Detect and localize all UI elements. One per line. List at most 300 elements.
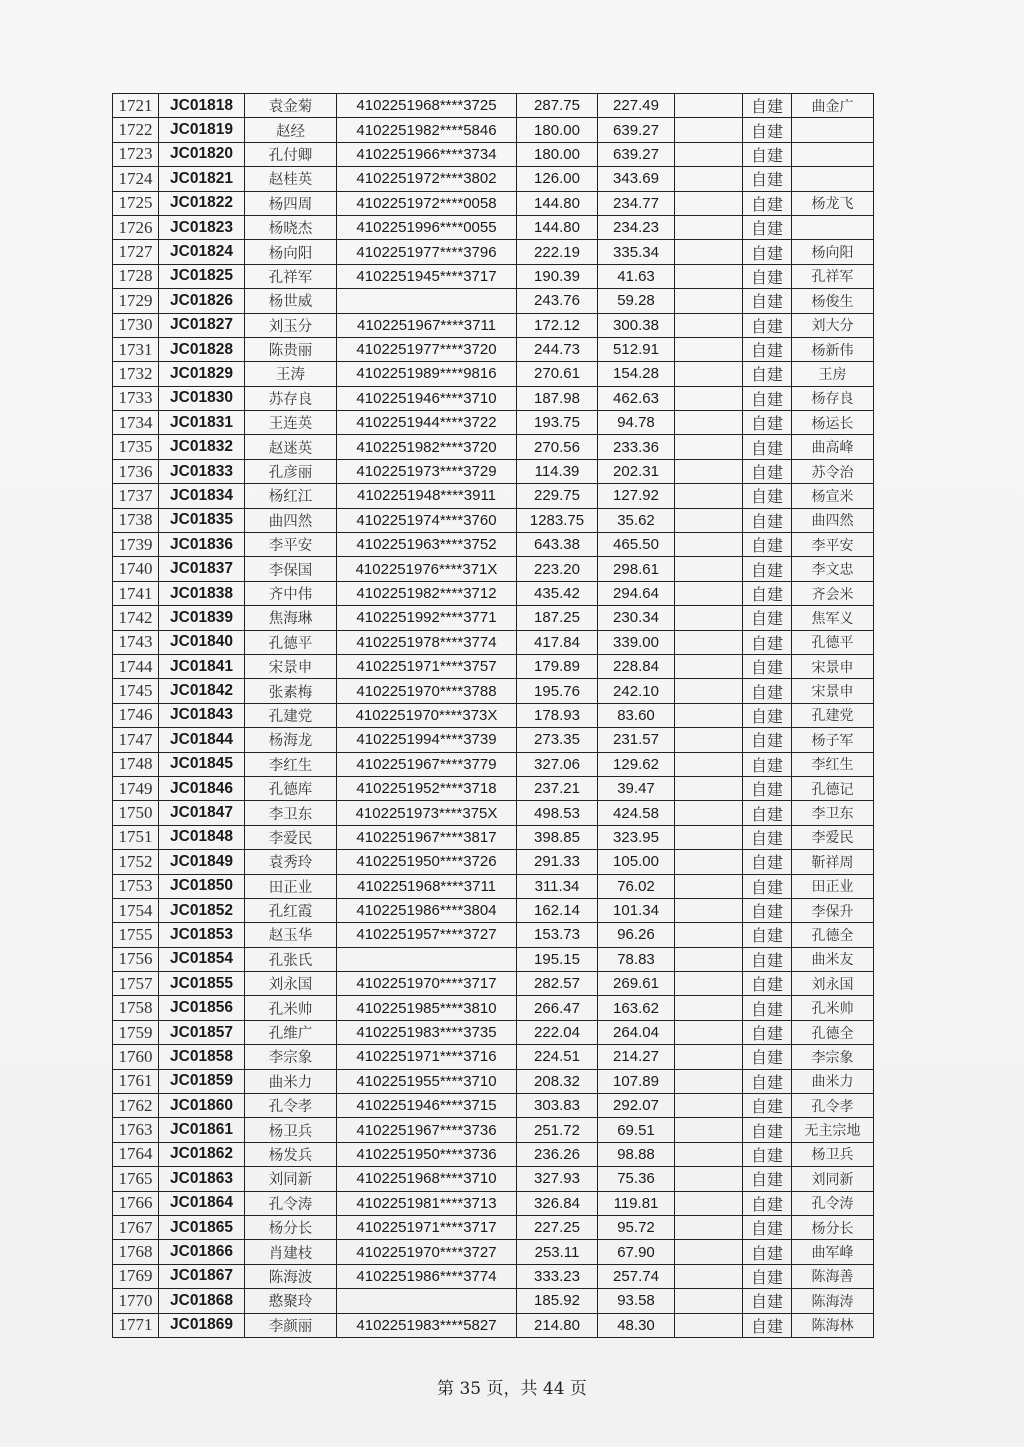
name-cell: 杨向阳 [245,240,337,264]
table-row [113,996,874,1020]
area-2-cell: 639.27 [598,118,675,142]
area-2-cell: 339.00 [598,630,675,654]
id-number-cell: 4102251971****3717 [337,1215,517,1239]
parcel-code-cell: JC01838 [159,581,245,605]
owner-cell: 孔祥军 [792,264,874,288]
id-number-cell: 4102251977****3720 [337,337,517,361]
owner-cell [792,215,874,239]
build-type-cell: 自建 [743,581,792,605]
build-type-cell: 自建 [743,679,792,703]
name-cell: 陈贵丽 [245,337,337,361]
row-number-cell: 1761 [113,1069,159,1093]
row-number-cell: 1762 [113,1094,159,1118]
area-2-cell: 231.57 [598,728,675,752]
area-1-cell: 190.39 [517,264,598,288]
owner-cell: 杨存良 [792,386,874,410]
area-2-cell: 227.49 [598,94,675,118]
parcel-code-cell: JC01863 [159,1167,245,1191]
build-type-cell: 自建 [743,167,792,191]
id-number-cell: 4102251971****3716 [337,1045,517,1069]
owner-cell: 孔德全 [792,923,874,947]
empty-cell [675,1313,743,1337]
row-number-cell: 1769 [113,1264,159,1288]
area-2-cell: 119.81 [598,1191,675,1215]
empty-cell [675,1215,743,1239]
row-number-cell: 1755 [113,923,159,947]
area-1-cell: 214.80 [517,1313,598,1337]
id-number-cell: 4102251967****3779 [337,752,517,776]
name-cell: 孔红霞 [245,898,337,922]
empty-cell [675,142,743,166]
id-number-cell: 4102251977****3796 [337,240,517,264]
row-number-cell: 1736 [113,459,159,483]
parcel-code-cell: JC01844 [159,728,245,752]
build-type-cell: 自建 [743,435,792,459]
owner-cell: 孔德记 [792,776,874,800]
parcel-code-cell: JC01845 [159,752,245,776]
table-row [113,484,874,508]
owner-cell: 李保升 [792,898,874,922]
empty-cell [675,337,743,361]
parcel-code-cell: JC01865 [159,1215,245,1239]
name-cell: 孔维广 [245,1020,337,1044]
parcel-code-cell: JC01819 [159,118,245,142]
empty-cell [675,703,743,727]
id-number-cell: 4102251967****3711 [337,313,517,337]
owner-cell: 杨子军 [792,728,874,752]
table-row [113,874,874,898]
area-1-cell: 153.73 [517,923,598,947]
area-2-cell: 93.58 [598,1289,675,1313]
empty-cell [675,776,743,800]
owner-cell: 王房 [792,362,874,386]
area-2-cell: 228.84 [598,654,675,678]
parcel-code-cell: JC01853 [159,923,245,947]
parcel-code-cell: JC01868 [159,1289,245,1313]
parcel-code-cell: JC01825 [159,264,245,288]
build-type-cell: 自建 [743,1045,792,1069]
empty-cell [675,459,743,483]
area-1-cell: 187.98 [517,386,598,410]
name-cell: 杨分长 [245,1215,337,1239]
empty-cell [675,898,743,922]
row-number-cell: 1731 [113,337,159,361]
id-number-cell: 4102251970****373X [337,703,517,727]
parcel-code-cell: JC01823 [159,215,245,239]
table-row [113,118,874,142]
build-type-cell: 自建 [743,1167,792,1191]
id-number-cell: 4102251972****0058 [337,191,517,215]
parcel-code-cell: JC01837 [159,557,245,581]
empty-cell [675,191,743,215]
row-number-cell: 1729 [113,289,159,313]
owner-cell: 曲米友 [792,947,874,971]
name-cell: 李宗象 [245,1045,337,1069]
empty-cell [675,362,743,386]
empty-cell [675,264,743,288]
table-row [113,606,874,630]
empty-cell [675,313,743,337]
row-number-cell: 1760 [113,1045,159,1069]
table-row [113,386,874,410]
parcel-code-cell: JC01830 [159,386,245,410]
build-type-cell: 自建 [743,1020,792,1044]
area-2-cell: 129.62 [598,752,675,776]
owner-cell: 曲军峰 [792,1240,874,1264]
name-cell: 杨晓杰 [245,215,337,239]
parcel-code-cell: JC01869 [159,1313,245,1337]
build-type-cell: 自建 [743,557,792,581]
build-type-cell: 自建 [743,850,792,874]
owner-cell [792,142,874,166]
owner-cell: 刘永国 [792,972,874,996]
id-number-cell: 4102251968****3710 [337,1167,517,1191]
area-2-cell: 41.63 [598,264,675,288]
empty-cell [675,1240,743,1264]
empty-cell [675,289,743,313]
table-row [113,1045,874,1069]
id-number-cell: 4102251952****3718 [337,776,517,800]
table-row [113,508,874,532]
parcel-code-cell: JC01860 [159,1094,245,1118]
table-row [113,191,874,215]
row-number-cell: 1745 [113,679,159,703]
table-row [113,1142,874,1166]
owner-cell: 孔令孝 [792,1094,874,1118]
table-row [113,215,874,239]
row-number-cell: 1721 [113,94,159,118]
id-number-cell: 4102251983****5827 [337,1313,517,1337]
area-2-cell: 163.62 [598,996,675,1020]
id-number-cell: 4102251976****371X [337,557,517,581]
row-number-cell: 1746 [113,703,159,727]
table-row [113,1264,874,1288]
area-1-cell: 180.00 [517,142,598,166]
table-row [113,703,874,727]
area-1-cell: 327.06 [517,752,598,776]
table-row [113,972,874,996]
row-number-cell: 1722 [113,118,159,142]
parcel-code-cell: JC01858 [159,1045,245,1069]
parcel-code-cell: JC01824 [159,240,245,264]
area-2-cell: 335.34 [598,240,675,264]
id-number-cell: 4102251966****3734 [337,142,517,166]
row-number-cell: 1732 [113,362,159,386]
area-1-cell: 144.80 [517,191,598,215]
area-1-cell: 180.00 [517,118,598,142]
owner-cell: 焦军义 [792,606,874,630]
table-row [113,898,874,922]
id-number-cell: 4102251970****3717 [337,972,517,996]
build-type-cell: 自建 [743,1191,792,1215]
build-type-cell: 自建 [743,313,792,337]
name-cell: 袁金菊 [245,94,337,118]
area-1-cell: 417.84 [517,630,598,654]
row-number-cell: 1740 [113,557,159,581]
id-number-cell: 4102251982****3712 [337,581,517,605]
name-cell: 张素梅 [245,679,337,703]
owner-cell: 杨俊生 [792,289,874,313]
table-row [113,557,874,581]
id-number-cell: 4102251986****3774 [337,1264,517,1288]
build-type-cell: 自建 [743,898,792,922]
row-number-cell: 1723 [113,142,159,166]
area-1-cell: 291.33 [517,850,598,874]
area-1-cell: 222.19 [517,240,598,264]
area-1-cell: 126.00 [517,167,598,191]
name-cell: 肖建枝 [245,1240,337,1264]
owner-cell: 刘同新 [792,1167,874,1191]
id-number-cell: 4102251945****3717 [337,264,517,288]
area-1-cell: 282.57 [517,972,598,996]
name-cell: 杨红江 [245,484,337,508]
parcel-code-cell: JC01827 [159,313,245,337]
parcel-code-cell: JC01818 [159,94,245,118]
parcel-code-cell: JC01833 [159,459,245,483]
area-2-cell: 512.91 [598,337,675,361]
name-cell: 赵经 [245,118,337,142]
table-row [113,264,874,288]
name-cell: 田正业 [245,874,337,898]
area-1-cell: 266.47 [517,996,598,1020]
row-number-cell: 1763 [113,1118,159,1142]
owner-cell: 李红生 [792,752,874,776]
owner-cell: 杨宣米 [792,484,874,508]
table-row [113,654,874,678]
table-row [113,94,874,118]
build-type-cell: 自建 [743,654,792,678]
name-cell: 孔德库 [245,776,337,800]
area-1-cell: 185.92 [517,1289,598,1313]
parcel-code-cell: JC01820 [159,142,245,166]
row-number-cell: 1728 [113,264,159,288]
empty-cell [675,411,743,435]
build-type-cell: 自建 [743,728,792,752]
owner-cell: 田正业 [792,874,874,898]
row-number-cell: 1726 [113,215,159,239]
records-table-body [113,94,874,1338]
empty-cell [675,484,743,508]
owner-cell: 曲四然 [792,508,874,532]
owner-cell: 孔建党 [792,703,874,727]
area-2-cell: 300.38 [598,313,675,337]
area-1-cell: 172.12 [517,313,598,337]
empty-cell [675,1191,743,1215]
build-type-cell: 自建 [743,215,792,239]
area-1-cell: 208.32 [517,1069,598,1093]
name-cell: 孔米帅 [245,996,337,1020]
row-number-cell: 1743 [113,630,159,654]
name-cell: 李颜丽 [245,1313,337,1337]
owner-cell: 宋景申 [792,654,874,678]
name-cell: 憨聚玲 [245,1289,337,1313]
empty-cell [675,1020,743,1044]
build-type-cell: 自建 [743,533,792,557]
row-number-cell: 1764 [113,1142,159,1166]
build-type-cell: 自建 [743,240,792,264]
parcel-code-cell: JC01822 [159,191,245,215]
row-number-cell: 1749 [113,776,159,800]
area-2-cell: 127.92 [598,484,675,508]
name-cell: 李保国 [245,557,337,581]
row-number-cell: 1753 [113,874,159,898]
area-1-cell: 251.72 [517,1118,598,1142]
name-cell: 苏存良 [245,386,337,410]
owner-cell: 孔令涛 [792,1191,874,1215]
id-number-cell: 4102251989****9816 [337,362,517,386]
row-number-cell: 1768 [113,1240,159,1264]
parcel-code-cell: JC01864 [159,1191,245,1215]
area-2-cell: 230.34 [598,606,675,630]
build-type-cell: 自建 [743,508,792,532]
area-1-cell: 244.73 [517,337,598,361]
area-2-cell: 234.23 [598,215,675,239]
row-number-cell: 1754 [113,898,159,922]
owner-cell: 曲金广 [792,94,874,118]
owner-cell: 李宗象 [792,1045,874,1069]
area-1-cell: 187.25 [517,606,598,630]
table-row [113,142,874,166]
id-number-cell: 4102251985****3810 [337,996,517,1020]
area-1-cell: 162.14 [517,898,598,922]
parcel-code-cell: JC01836 [159,533,245,557]
row-number-cell: 1735 [113,435,159,459]
name-cell: 孔张氏 [245,947,337,971]
name-cell: 李平安 [245,533,337,557]
build-type-cell: 自建 [743,94,792,118]
area-1-cell: 193.75 [517,411,598,435]
owner-cell: 陈海涛 [792,1289,874,1313]
area-1-cell: 222.04 [517,1020,598,1044]
name-cell: 王连英 [245,411,337,435]
empty-cell [675,435,743,459]
parcel-code-cell: JC01843 [159,703,245,727]
name-cell: 齐中伟 [245,581,337,605]
name-cell: 赵迷英 [245,435,337,459]
owner-cell: 杨卫兵 [792,1142,874,1166]
owner-cell [792,167,874,191]
area-2-cell: 292.07 [598,1094,675,1118]
build-type-cell: 自建 [743,1069,792,1093]
name-cell: 刘同新 [245,1167,337,1191]
table-row [113,1118,874,1142]
empty-cell [675,533,743,557]
id-number-cell: 4102251992****3771 [337,606,517,630]
name-cell: 孔祥军 [245,264,337,288]
build-type-cell: 自建 [743,703,792,727]
name-cell: 杨发兵 [245,1142,337,1166]
table-row [113,459,874,483]
empty-cell [675,679,743,703]
area-1-cell: 498.53 [517,801,598,825]
row-number-cell: 1748 [113,752,159,776]
parcel-code-cell: JC01866 [159,1240,245,1264]
area-1-cell: 435.42 [517,581,598,605]
empty-cell [675,1094,743,1118]
id-number-cell: 4102251972****3802 [337,167,517,191]
table-row [113,1069,874,1093]
build-type-cell: 自建 [743,630,792,654]
area-1-cell: 270.61 [517,362,598,386]
id-number-cell: 4102251981****3713 [337,1191,517,1215]
id-number-cell: 4102251994****3739 [337,728,517,752]
build-type-cell: 自建 [743,606,792,630]
name-cell: 刘玉分 [245,313,337,337]
name-cell: 焦海琳 [245,606,337,630]
build-type-cell: 自建 [743,386,792,410]
owner-cell: 宋景申 [792,679,874,703]
build-type-cell: 自建 [743,1142,792,1166]
name-cell: 孔令孝 [245,1094,337,1118]
area-1-cell: 326.84 [517,1191,598,1215]
area-2-cell: 76.02 [598,874,675,898]
empty-cell [675,947,743,971]
area-2-cell: 39.47 [598,776,675,800]
build-type-cell: 自建 [743,1118,792,1142]
id-number-cell: 4102251970****3788 [337,679,517,703]
area-2-cell: 257.74 [598,1264,675,1288]
parcel-code-cell: JC01829 [159,362,245,386]
id-number-cell: 4102251974****3760 [337,508,517,532]
area-2-cell: 233.36 [598,435,675,459]
name-cell: 赵玉华 [245,923,337,947]
build-type-cell: 自建 [743,1313,792,1337]
build-type-cell: 自建 [743,874,792,898]
row-number-cell: 1758 [113,996,159,1020]
owner-cell: 杨分长 [792,1215,874,1239]
parcel-code-cell: JC01856 [159,996,245,1020]
id-number-cell: 4102251970****3727 [337,1240,517,1264]
area-2-cell: 298.61 [598,557,675,581]
row-number-cell: 1733 [113,386,159,410]
area-2-cell: 154.28 [598,362,675,386]
owner-cell: 杨新伟 [792,337,874,361]
area-2-cell: 269.61 [598,972,675,996]
area-2-cell: 96.26 [598,923,675,947]
area-2-cell: 105.00 [598,850,675,874]
area-2-cell: 83.60 [598,703,675,727]
row-number-cell: 1767 [113,1215,159,1239]
parcel-code-cell: JC01859 [159,1069,245,1093]
empty-cell [675,167,743,191]
empty-cell [675,972,743,996]
owner-cell: 陈海林 [792,1313,874,1337]
row-number-cell: 1730 [113,313,159,337]
id-number-cell: 4102251978****3774 [337,630,517,654]
parcel-code-cell: JC01826 [159,289,245,313]
name-cell: 陈海波 [245,1264,337,1288]
id-number-cell: 4102251968****3725 [337,94,517,118]
area-2-cell: 242.10 [598,679,675,703]
build-type-cell: 自建 [743,1240,792,1264]
row-number-cell: 1757 [113,972,159,996]
row-number-cell: 1725 [113,191,159,215]
table-row [113,825,874,849]
area-1-cell: 253.11 [517,1240,598,1264]
id-number-cell: 4102251950****3736 [337,1142,517,1166]
table-row [113,679,874,703]
area-2-cell: 214.27 [598,1045,675,1069]
parcel-code-cell: JC01852 [159,898,245,922]
empty-cell [675,1118,743,1142]
table-row [113,801,874,825]
area-2-cell: 98.88 [598,1142,675,1166]
area-1-cell: 273.35 [517,728,598,752]
build-type-cell: 自建 [743,1264,792,1288]
id-number-cell: 4102251955****3710 [337,1069,517,1093]
owner-cell: 靳祥周 [792,850,874,874]
parcel-code-cell: JC01849 [159,850,245,874]
